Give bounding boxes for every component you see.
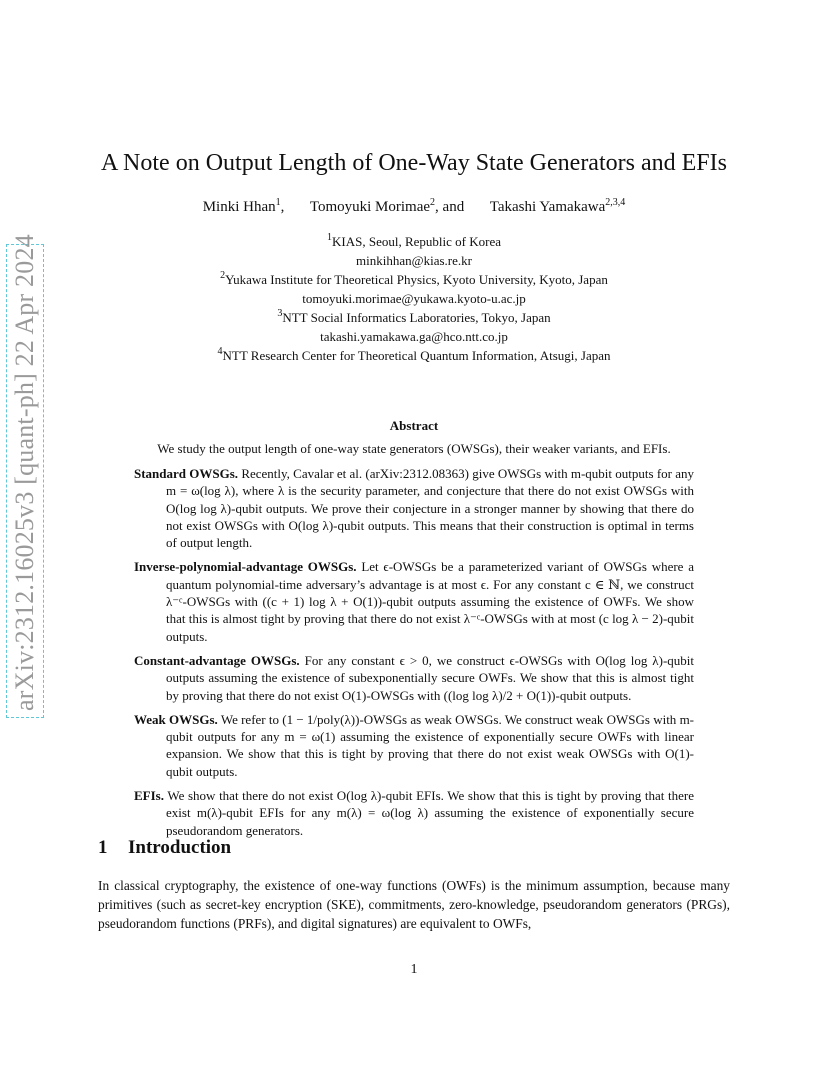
affiliation-email: tomoyuki.morimae@yukawa.kyoto-u.ac.jp	[302, 291, 526, 306]
abstract-heading: Abstract	[389, 418, 439, 433]
arxiv-identifier: arXiv:2312.16025v3 [quant-ph] 22 Apr 2024	[10, 234, 39, 711]
author: Minki Hhan$^1$,	[202, 197, 285, 215]
affiliation-email: minkihhan@kias.re.kr	[356, 253, 472, 268]
affiliation-email: takashi.yamakawa.ga@hco.ntt.co.jp	[320, 329, 508, 344]
page-number: 1	[410, 962, 418, 977]
affiliation: $^2$Yukawa Institute for Theoretical Physics, Kyoto University, Kyoto, Japan	[220, 270, 608, 287]
intro-paragraph: In classical cryptography, the existence of one-way functions (OWFs) is the minimum assumption, because many primitives (such as secret-key encryption (SKE), commitments, zero-knowledge, pseudorandom generators (PRGs), pseudorandom functions (PRFs), and digital signatures) are equivalent to OWFs,	[98, 878, 730, 931]
author: Takashi Yamakawa$^{2,3,4}$	[489, 197, 626, 215]
affiliation: $^1$KIAS, Seoul, Republic of Korea	[327, 232, 501, 249]
section-title: Introduction	[128, 837, 232, 858]
section-heading	[98, 837, 231, 859]
affiliation: $^4$NTT Research Center for Theoretical Quantum Information, Atsugi, Japan	[217, 346, 611, 363]
author: Tomoyuki Morimae$^2$, and	[309, 197, 465, 215]
affiliations	[60, 232, 768, 365]
abstract-item: EFIs. We show that there do not exist O(log λ)-qubit EFIs. We show that this is tight by proving that there exist m(λ)-qubit EFIs for any m(λ) = ω(log λ) assuming the existence of exponentially secure pseudorandom generators.	[134, 788, 694, 838]
abstract-item: Inverse-polynomial-advantage OWSGs. Let ϵ-OWSGs be a parameterized variant of OWSGs where a quantum polynomial-time adversary’s advantage is at most ϵ. For any constant c ∈ ℕ, we construct λ⁻ᶜ-OWSGs with ((c + 1) log λ + O(1))-qubit outputs assuming the existence of OWFs. We show that this is almost tight by proving that there do not exist λ⁻ᶜ-OWSGs with at most (c log λ − 2)-qubit outputs.	[134, 559, 694, 644]
abstract-item: Constant-advantage OWSGs. For any constant ϵ > 0, we construct ϵ-OWSGs with O(log log λ)-qubit outputs assuming the existence of subexponentially secure OWFs. We show that this is almost tight by proving that there do not exist O(1)-OWSGs with ((log log λ)/2 + O(1))-qubit outputs.	[134, 652, 694, 703]
abstract-item: Standard OWSGs. Recently, Cavalar et al. (arXiv:2312.08363) give OWSGs with m-qubit outputs for any m = ω(log λ), where λ is the security parameter, and conjecture that there do not exist OWSGs with O(log log λ)-qubit outputs. We prove their conjecture in a stronger manner by showing that there do not exist OWSGs with O(log λ)-qubit outputs. This means that their construction is optimal in terms of output length.	[134, 466, 694, 551]
affiliation: $^3$NTT Social Informatics Laboratories, Tokyo, Japan	[277, 308, 551, 325]
abstract-item: Weak OWSGs. We refer to (1 − 1/poly(λ))-OWSGs as weak OWSGs. We construct weak OWSGs with m-qubit outputs for any m = ω(1) assuming the existence of exponentially secure OWFs with linear expansion. We show that this is tight by proving that there do not exist weak OWSGs with O(1)-qubit outputs.	[134, 711, 695, 779]
abstract-intro: We study the output length of one-way state generators (OWSGs), their weaker variants, and EFIs.	[157, 441, 671, 456]
abstract-items	[134, 465, 694, 846]
paper-title: A Note on Output Length of One-Way State Generators and EFIs	[101, 150, 727, 176]
author-list	[60, 199, 768, 216]
section-number: 1	[98, 837, 108, 858]
